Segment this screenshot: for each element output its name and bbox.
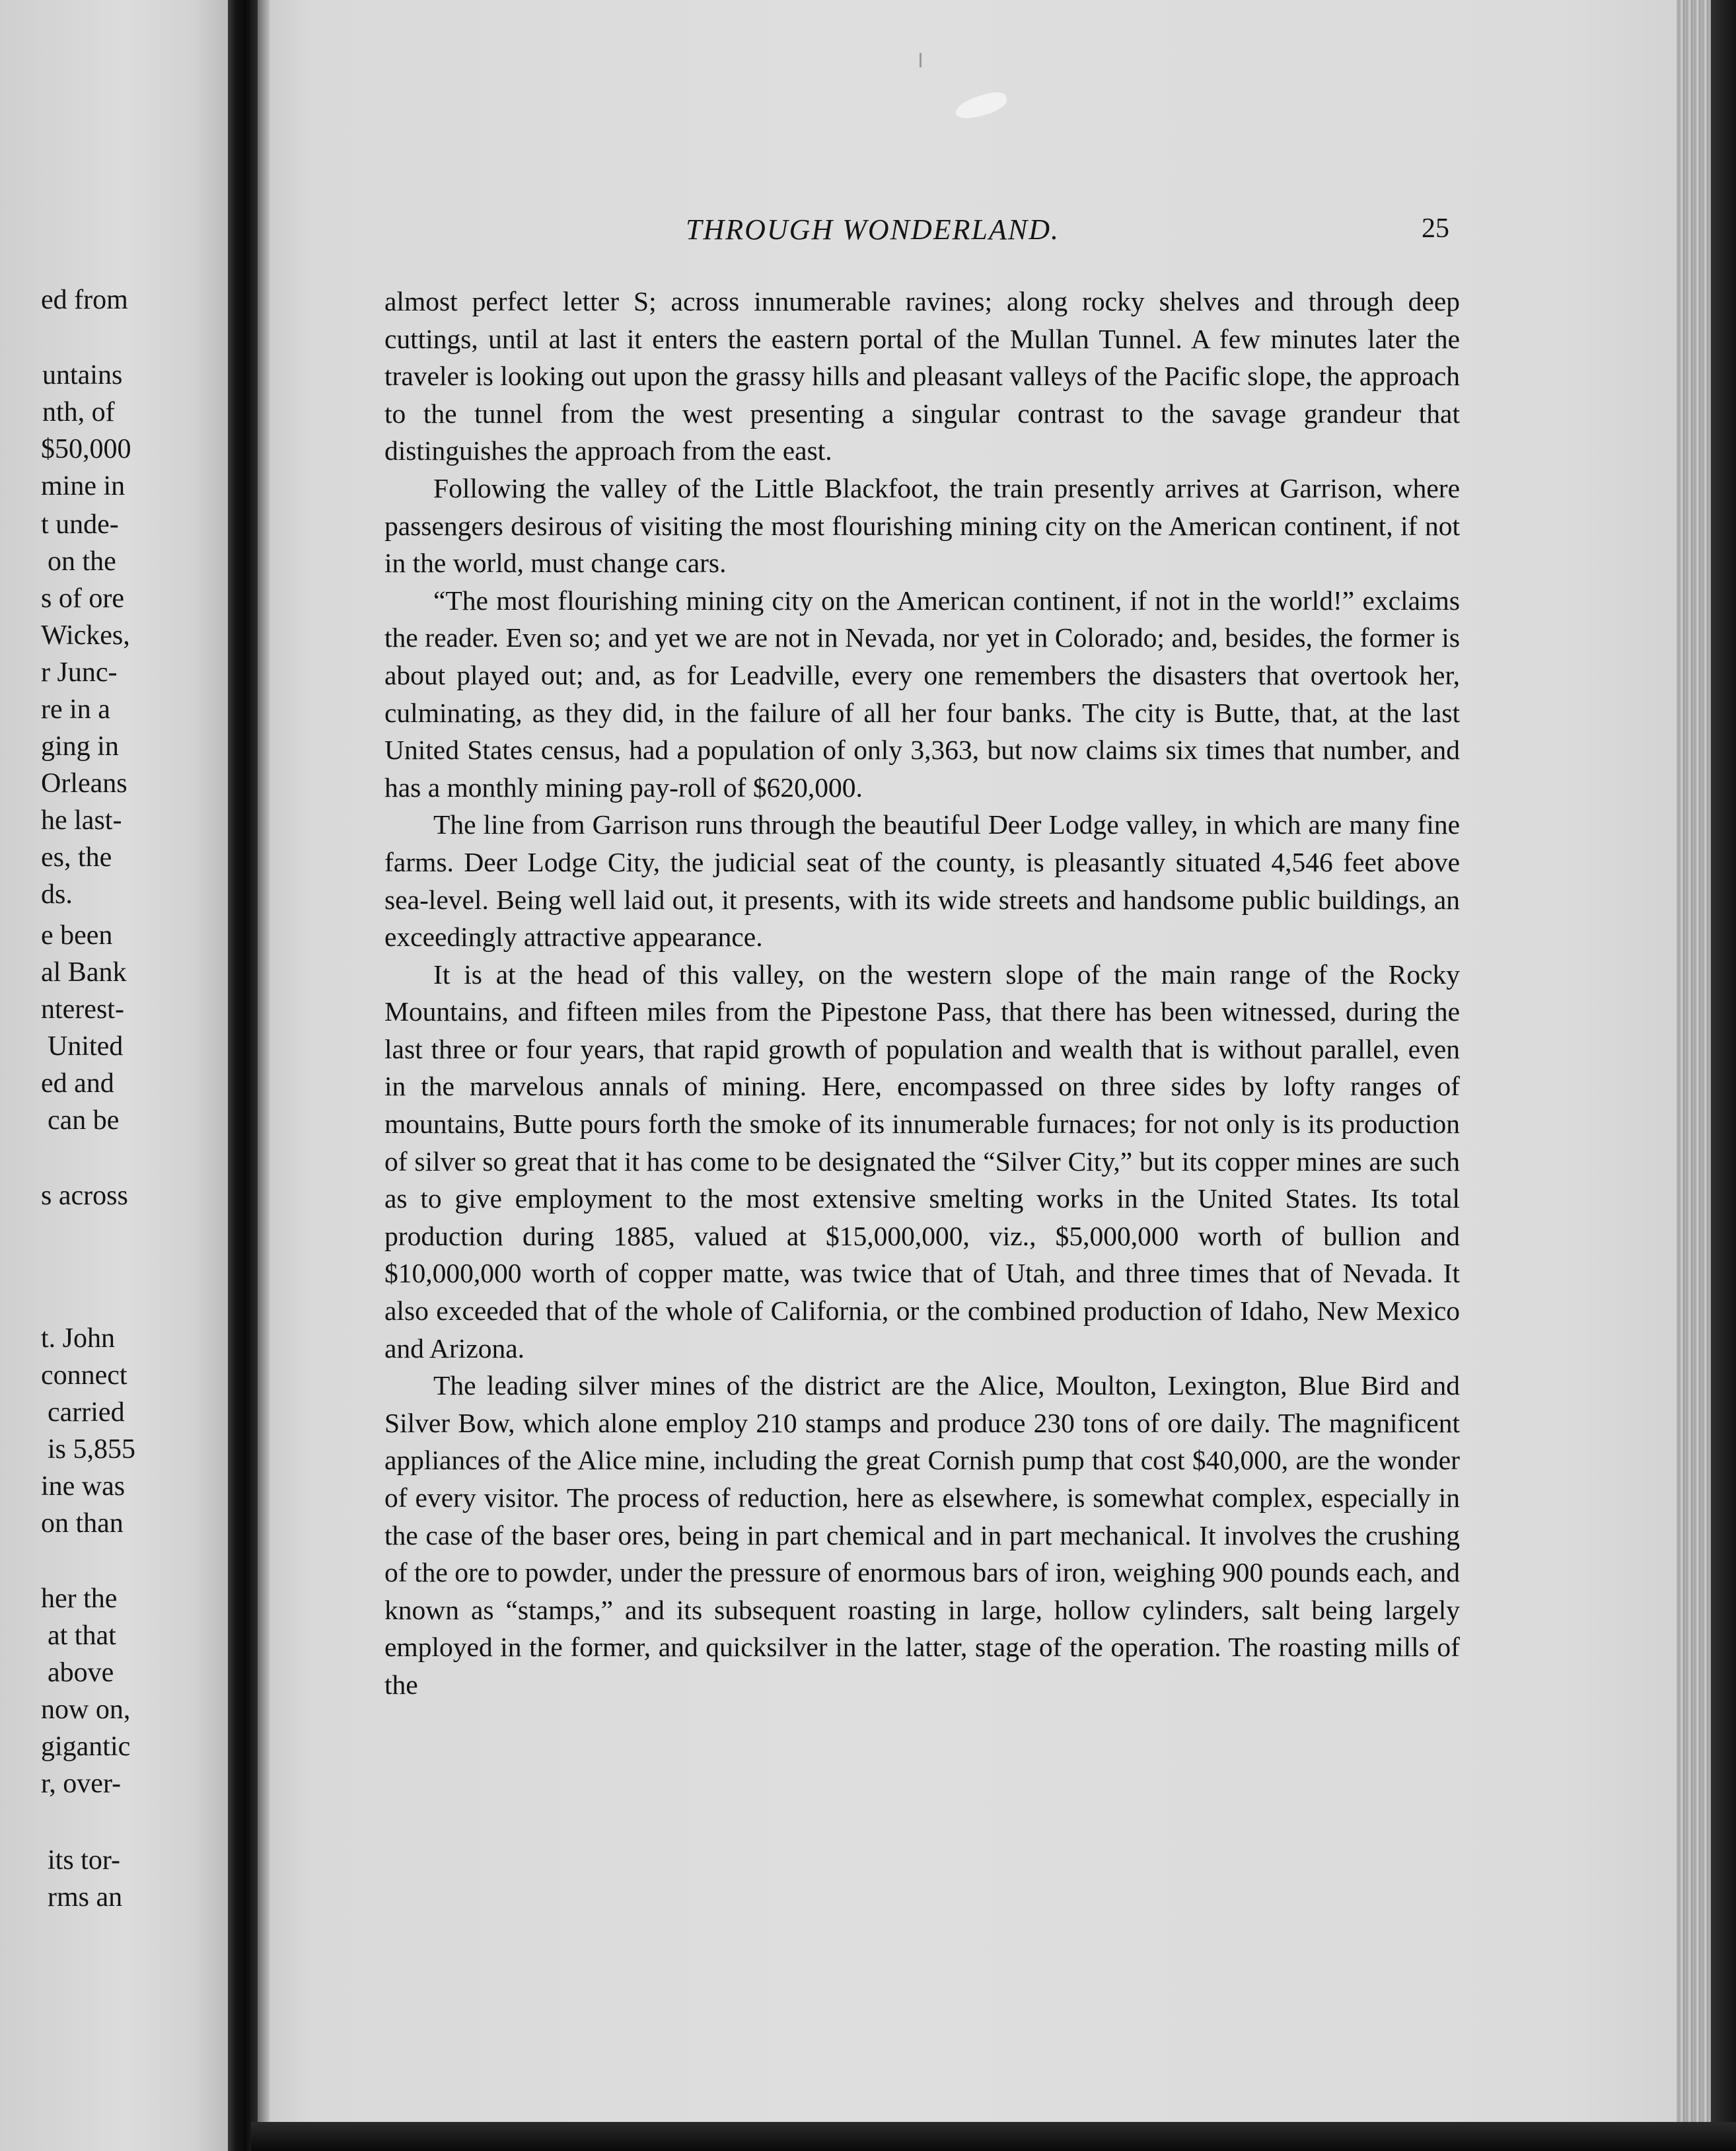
left-fragment: $50,000 [41,434,131,464]
left-fragment: ds. [41,879,73,910]
page-body [384,283,1460,1704]
paragraph: “The most flourishing mining city on the American continent, if not in the world!” exclaims the reader. Even so; and yet we are not in Nevada, nor yet in Colorado; and, besides, the former is about played out; and, as for Leadville, every one remembers the disasters that overtook her, culminating, as they did, in the failure of all her four banks. The city is Butte, that, at the last United States census, had a population of only 3,363, but now claims six times that number, and has a monthly mining pay-roll of $620,000. [384,585,1460,803]
left-fragment: r, over- [41,1768,122,1799]
left-fragment: at that [48,1621,116,1651]
left-fragment: rms an [48,1882,123,1913]
paragraph: It is at the head of this valley, on the western slope of the main range of the Rocky Mountains, and fifteen miles from the Pipestone Pass, that there has been witnessed, during the last three or four years, that rapid growth of population and wealth that is without parallel, even in the marvelous annals of mining. Here, encompassed on three sides by lofty ranges of mountains, Butte pours forth the smoke of its innumerable furnaces; for not only is its production of silver so great that it has come to be designated the “Silver City,” but its copper mines are such as to give employment to the most extensive smelting works in the United States. Its total production during 1885, valued at $15,000,000, viz., $5,000,000 worth of bullion and $10,000,000 worth of copper matte, was twice that of Utah, and three times that of Nevada. It also exceeded that of the whole of California, or the combined production of Idaho, New Mexico and Arizona. [384,959,1460,1364]
left-fragment: Orleans [41,768,127,799]
left-fragment: t. John [41,1323,116,1354]
left-fragment: nth, of [42,397,115,427]
paragraph-continued: almost perfect letter S; across innumerable ravines; along rocky shelves and through deep cuttings, until at last it enters the eastern portal of the Mullan Tunnel. A few minutes later the traveler is looking out upon the grassy hills and pleasant valleys of the Pacific slope, the approach to the tunnel from the west presenting a singular contrast to the savage grandeur that distinguishes the approach from the east. [384,286,1460,466]
left-fragment: her the [41,1584,118,1614]
book-gutter [228,0,258,2151]
left-fragment: connect [41,1360,127,1391]
left-fragment: ed and [41,1068,114,1099]
left-fragment: Wickes, [41,620,130,651]
left-fragment: mine in [41,471,126,501]
left-fragment: ed from [41,285,128,315]
left-fragment: carried [48,1397,125,1428]
left-fragment: ging in [41,731,119,762]
left-fragment: on the [48,546,116,577]
left-fragment: nterest- [41,994,124,1025]
left-fragment: above [48,1658,114,1688]
running-head: THROUGH WONDERLAND. [686,213,1060,246]
left-fragment: he last- [41,805,122,836]
paragraph: The line from Garrison runs through the beautiful Deer Lodge valley, in which are many fine farms. Deer Lodge City, the judicial seat of the county, is pleasantly situated 4,546 feet above sea-level. Being well laid out, it presents, with its wide streets and handsome public buildings, an exceedingly attractive appearance. [384,809,1460,953]
scanner-edge [1711,0,1736,2151]
left-fragment: es, the [41,842,112,873]
left-fragment: United [48,1031,124,1062]
left-fragment: t unde- [41,509,119,540]
left-fragment: its tor- [48,1845,120,1876]
paragraph: The leading silver mines of the district are the Alice, Moulton, Lexington, Blue Bird and Silver Bow, which alone employ 210 stamps and produce 230 tons of ore daily. The magnificent appliances of the Alice mine, including the great Cornish pump that cost $40,000, are the wonder of every visitor. The process of reduction, here as elsewhere, is somewhat complex, especially in the case of the baser ores, being in part chemical and in part mechanical. It involves the crushing of the ore to powder, under the pressure of enormous bars of iron, weighing 900 pounds each, and known as “stamps,” and its subsequent roasting in large, hollow cylinders, salt being largely employed in the former, and quicksilver in the latter, stage of the operation. The roasting mills of the [384,1370,1460,1700]
left-fragment: now on, [41,1695,131,1725]
left-fragment: s across [41,1181,128,1211]
left-fragment: gigantic [41,1732,131,1762]
gutter-shadow [258,0,270,2151]
left-fragment: re in a [41,694,110,725]
left-page-text-fragments [0,0,228,2151]
page-number: 25 [1422,213,1449,244]
left-fragment: al Bank [41,957,127,988]
left-fragment: untains [42,360,123,390]
left-fragment: ine was [41,1471,126,1502]
left-fragment: can be [48,1105,120,1136]
paper-mark [920,53,922,67]
left-fragment: on than [41,1508,124,1539]
paragraph: Following the valley of the Little Blackfoot, the train presently arrives at Garrison, where passengers desirous of visiting the most flourishing mining city on the American continent, if not in the world, must change cars. [384,472,1460,579]
left-fragment: e been [41,920,113,951]
scanner-bottom-edge [251,2122,1736,2151]
left-fragment: is 5,855 [48,1434,136,1465]
left-fragment: r Junc- [41,657,118,688]
left-fragment: s of ore [41,583,124,614]
